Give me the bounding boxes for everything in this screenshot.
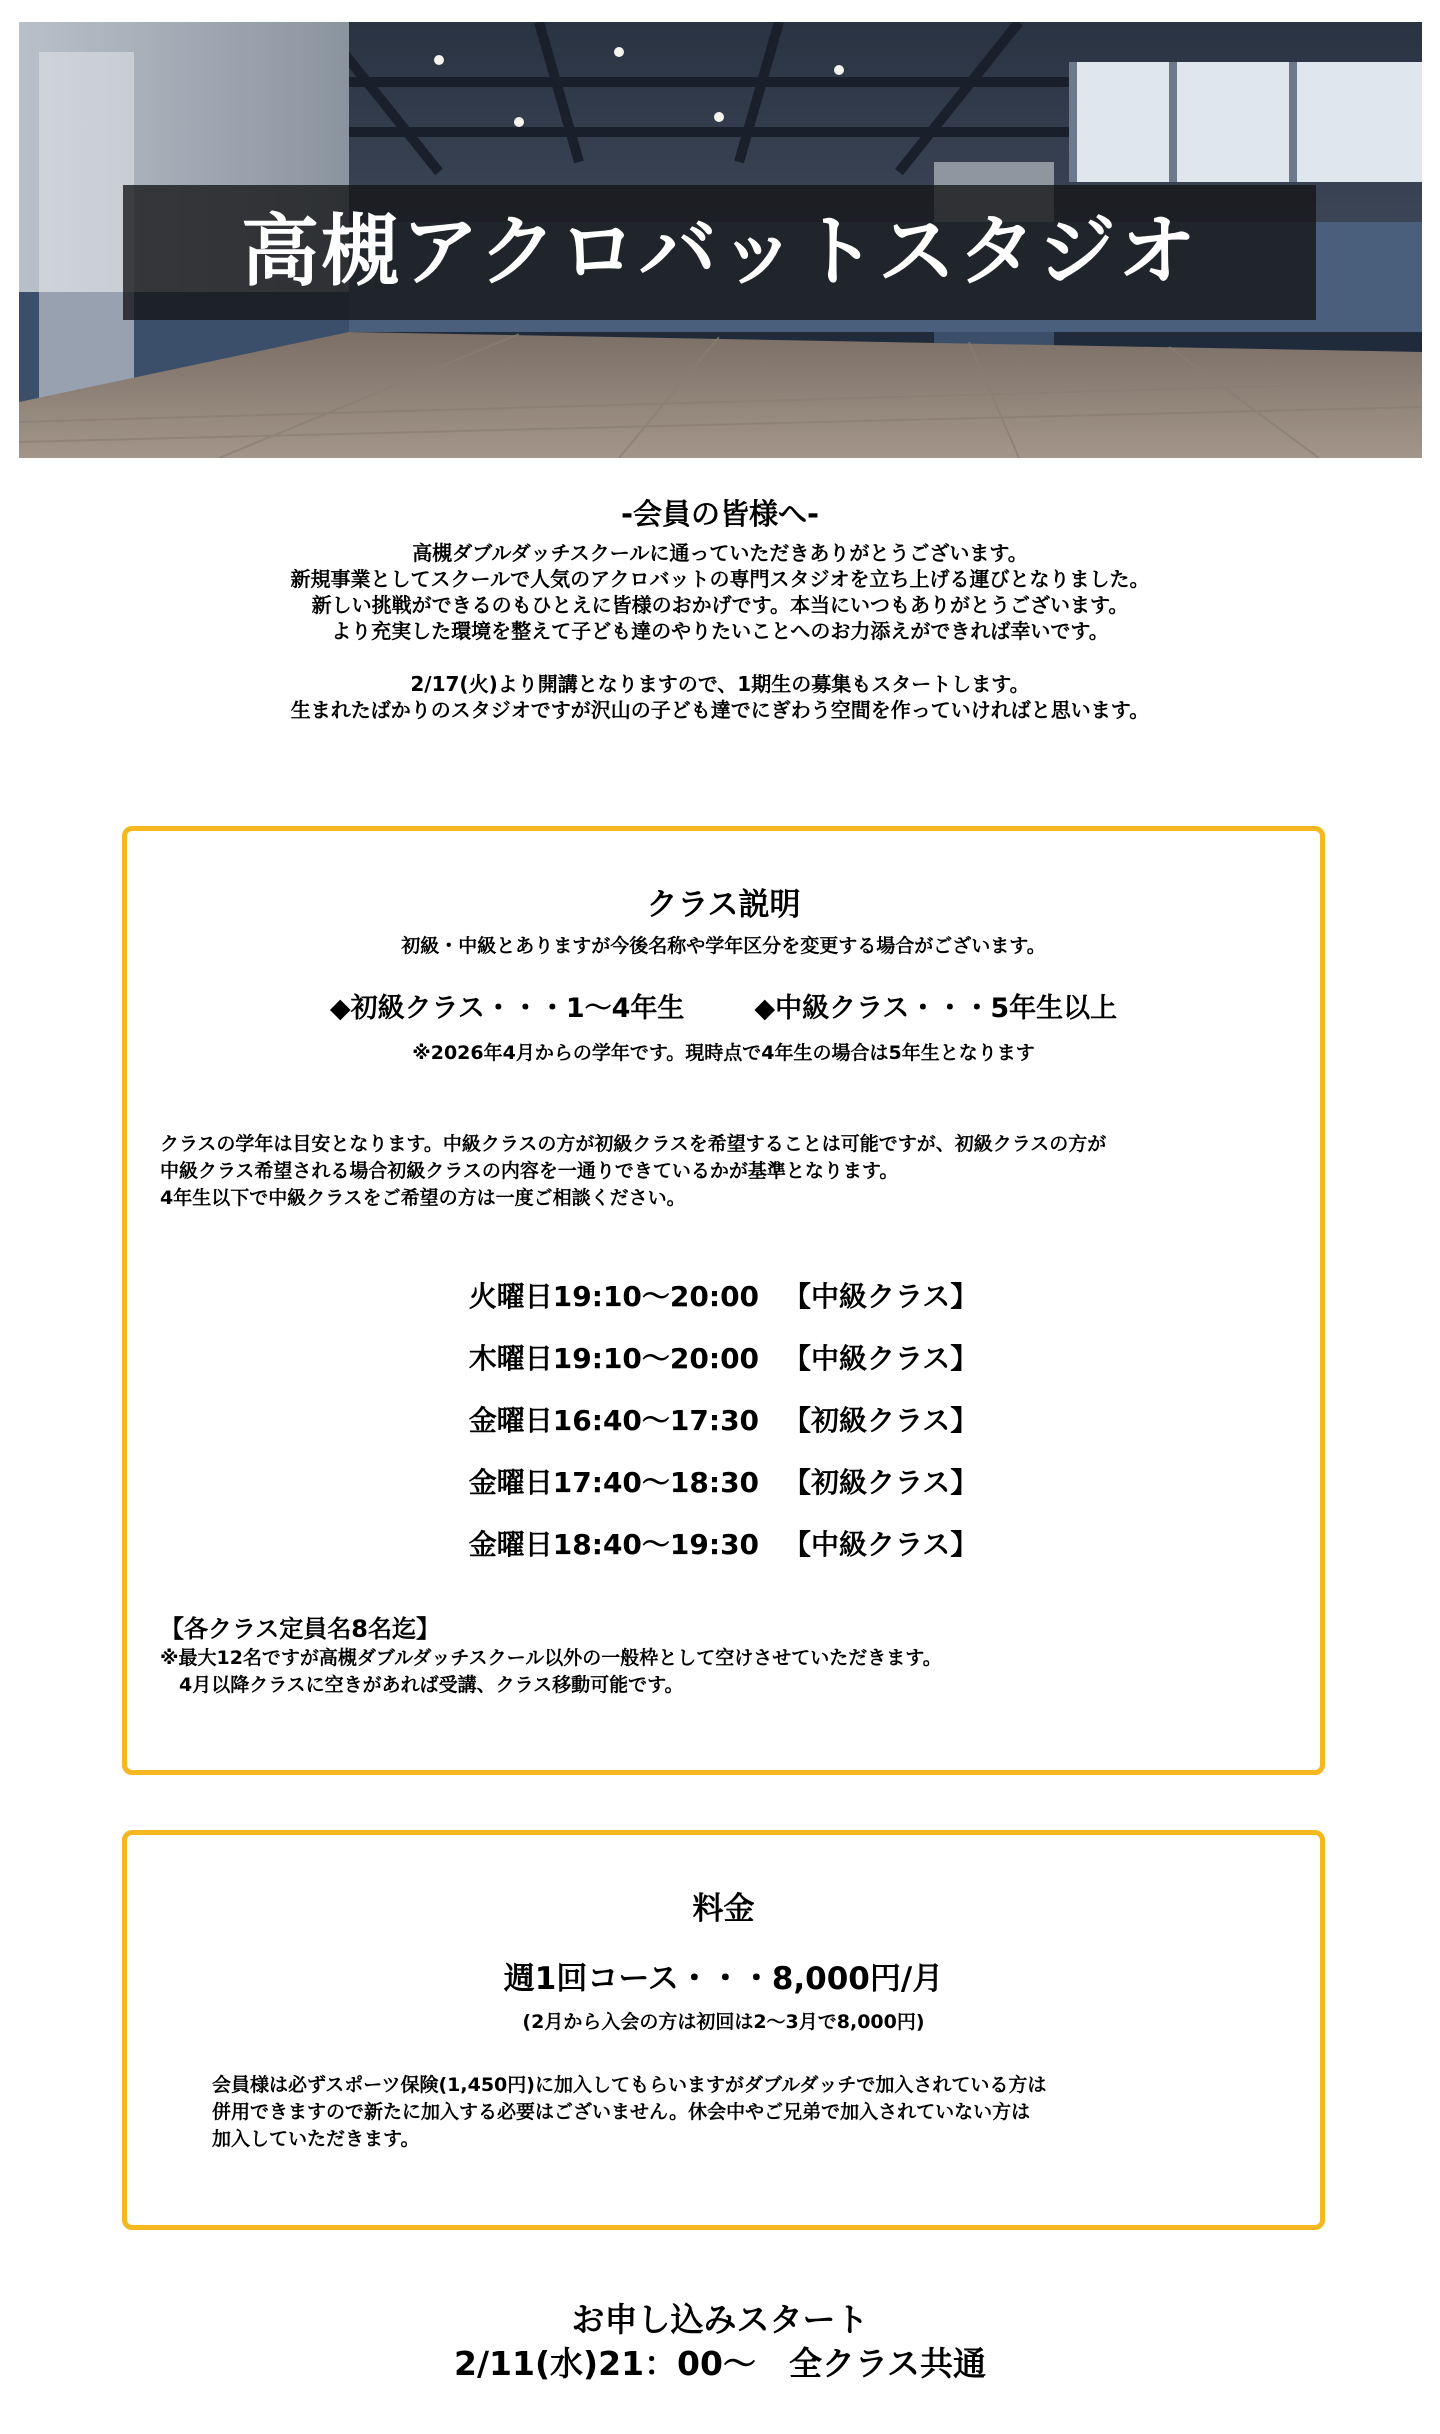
schedule-time: 金曜日16:40～17:30 <box>468 1404 760 1437</box>
description-line: 4年生以下で中級クラスをご希望の方は一度ご相談ください。 <box>160 1187 686 1209</box>
schedule-row <box>127 1266 1320 1328</box>
schedule-class: 【中級クラス】 <box>783 1280 979 1313</box>
insurance-line: 会員様は必ずスポーツ保険(1,450円)に加入してもらいますがダブルダッチで加入されている方は <box>212 2074 1047 2096</box>
insurance-note <box>212 2072 1046 2153</box>
schedule-class: 【初級クラス】 <box>783 1404 979 1437</box>
class-description <box>160 1131 1106 1212</box>
greeting-text-line: 2/17(火)より開講となりますので、1期生の募集もスタートします。 <box>410 672 1030 696</box>
capacity-note: ※最大12名ですが高槻ダブルダッチスクール以外の一般枠として空けさせていただきます。 <box>160 1647 942 1669</box>
schedule-list <box>127 1266 1320 1576</box>
schedule-time: 火曜日19:10～20:00 <box>468 1280 760 1313</box>
schedule-time: 木曜日19:10～20:00 <box>468 1342 760 1375</box>
capacity-note: 4月以降クラスに空きがあれば受講、クラス移動可能です。 <box>160 1674 684 1696</box>
schedule-class: 【中級クラス】 <box>783 1528 979 1561</box>
greeting-text-line: 生まれたばかりのスタジオですが沢山の子ども達でにぎわう空間を作っていければと思います。 <box>290 698 1150 722</box>
class-info-box <box>122 826 1325 1775</box>
greeting-section <box>0 492 1440 723</box>
class-box-subtitle: 初級・中級とありますが今後名称や学年区分を変更する場合がございます。 <box>401 935 1046 957</box>
insurance-line: 併用できますので新たに加入する必要はございません。休会中やご兄弟で加入されていない方は <box>212 2101 1031 2123</box>
schedule-row <box>127 1514 1320 1576</box>
fee-course: 週1回コース・・・8,000円/月 <box>503 1961 944 1997</box>
application-start <box>0 2298 1440 2386</box>
greeting-text-line: 高槻ダブルダッチスクールに通っていただきありがとうございます。 <box>412 541 1028 565</box>
schedule-class: 【初級クラス】 <box>783 1466 979 1499</box>
class-levels <box>127 986 1320 1025</box>
fee-info-box <box>122 1830 1325 2230</box>
application-start-title: お申し込みスタート <box>571 2300 869 2339</box>
fee-box-title: 料金 <box>692 1891 755 1927</box>
greeting-text-line: より充実した環境を整えて子ども達のやりたいことへのお力添えができれば幸いです。 <box>331 619 1109 643</box>
greeting-text-line: 新しい挑戦ができるのもひとえに皆様のおかげです。本当にいつもありがとうございます。 <box>311 593 1129 617</box>
greeting-text-line: 新規事業としてスクールで人気のアクロバットの専門スタジオを立ち上げる運びとなりました。 <box>290 567 1150 591</box>
schedule-class: 【中級クラス】 <box>783 1342 979 1375</box>
schedule-time: 金曜日17:40～18:30 <box>468 1466 760 1499</box>
class-box-title: クラス説明 <box>646 887 801 923</box>
fee-course-note: (2月から入会の方は初回は2～3月で8,000円) <box>522 2011 925 2033</box>
schedule-time: 金曜日18:40～19:30 <box>468 1528 760 1561</box>
spacer <box>0 644 1440 671</box>
capacity-section <box>160 1613 942 1699</box>
description-line: クラスの学年は目安となります。中級クラスの方が初級クラスを希望することは可能ですが、初級クラスの方が <box>160 1133 1107 1155</box>
capacity-title: 【各クラス定員名8名迄】 <box>160 1615 440 1643</box>
description-line: 中級クラス希望される場合初級クラスの内容を一通りできているかが基準となります。 <box>160 1160 899 1182</box>
schedule-row <box>127 1328 1320 1390</box>
schedule-row <box>127 1390 1320 1452</box>
hero-title: 高槻アクロバットスタジオ <box>241 207 1198 297</box>
application-start-date: 2/11(水)21：00～ 全クラス共通 <box>454 2344 986 2383</box>
level-beginner: ◆初級クラス・・・1～4年生 <box>329 993 685 1024</box>
level-intermediate: ◆中級クラス・・・5年生以上 <box>754 993 1118 1024</box>
insurance-line: 加入していただきます。 <box>212 2128 420 2150</box>
greeting-title: -会員の皆様へ- <box>620 497 820 531</box>
level-note: ※2026年4月からの学年です。現時点で4年生の場合は5年生となります <box>412 1042 1035 1064</box>
schedule-row <box>127 1452 1320 1514</box>
